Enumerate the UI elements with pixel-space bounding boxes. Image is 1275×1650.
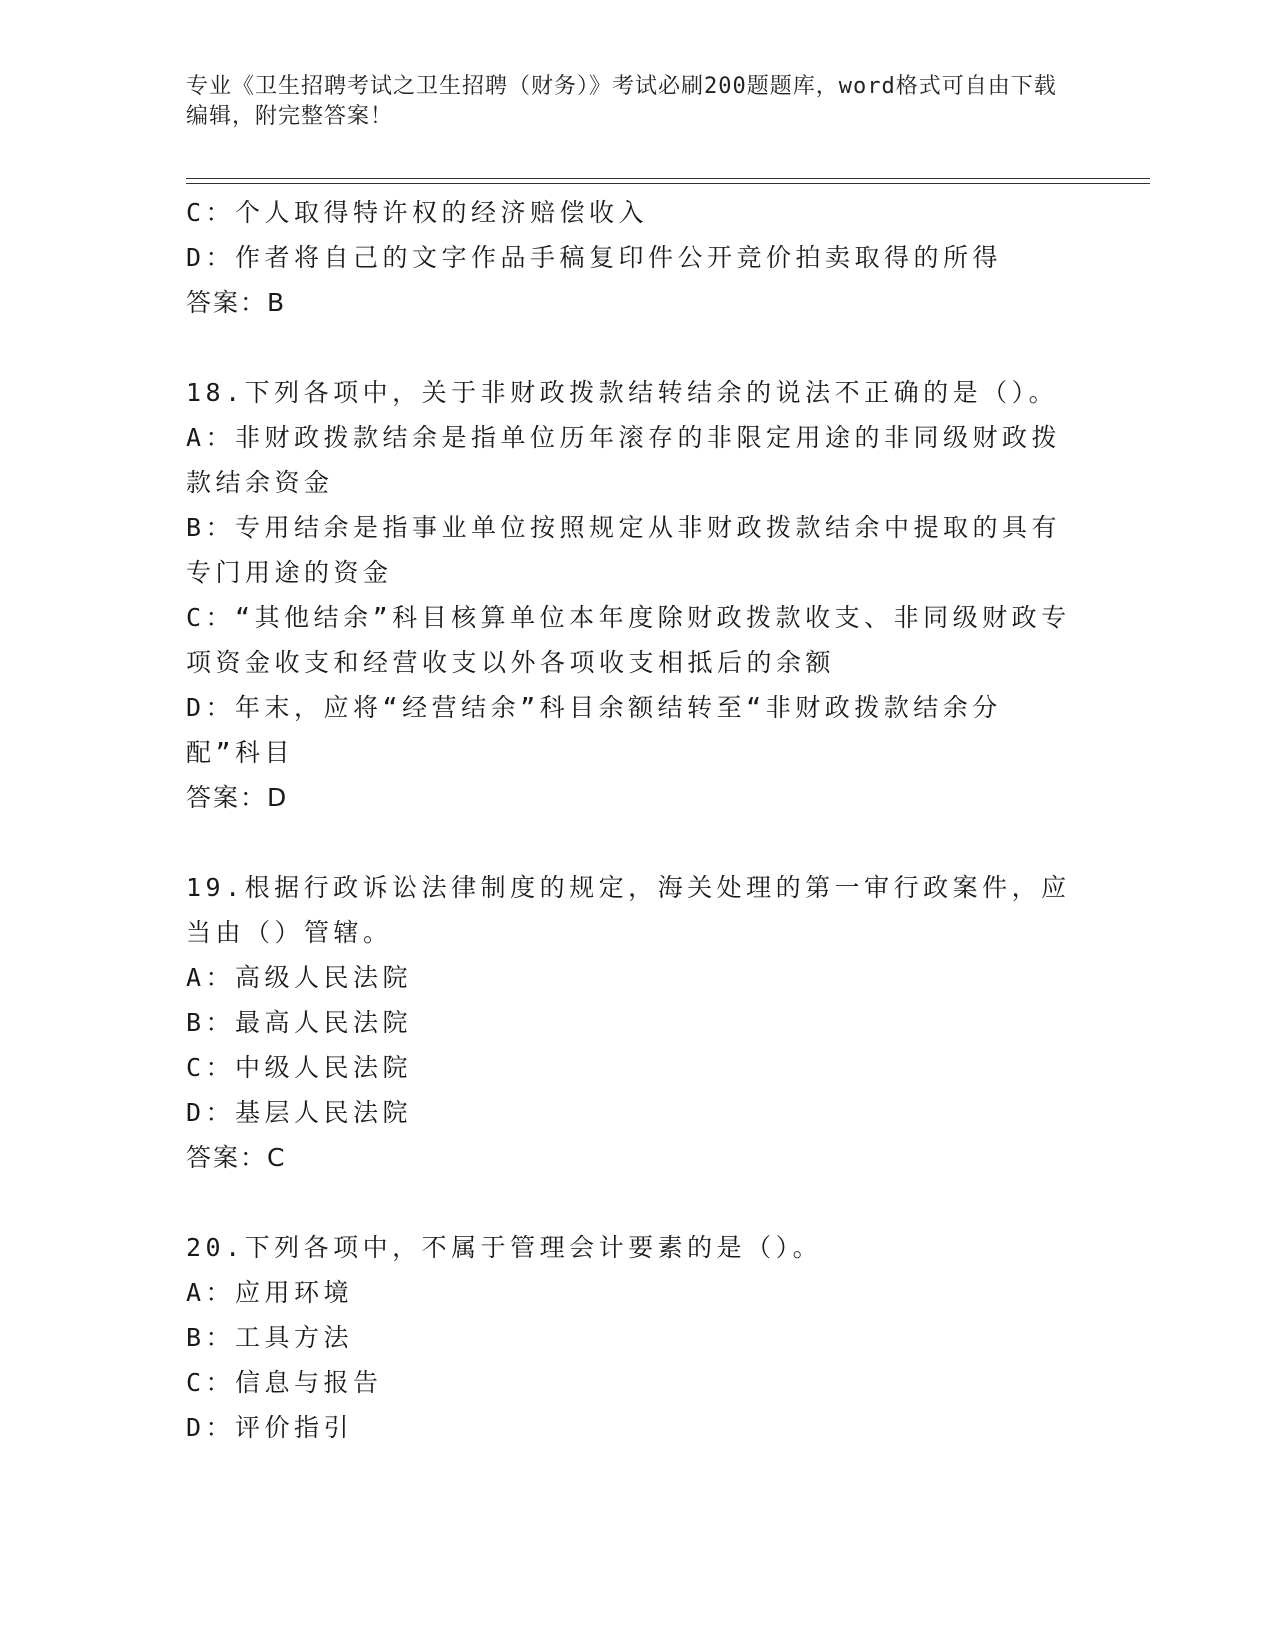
q20-option-b: B：工具方法 xyxy=(186,1323,354,1352)
q19-option-b: B：最高人民法院 xyxy=(186,1008,413,1037)
q19-option-c: C：中级人民法院 xyxy=(186,1053,413,1082)
q19-option-a: A：高级人民法院 xyxy=(186,963,413,992)
question-17 xyxy=(186,190,1076,325)
spacer xyxy=(186,1180,1076,1225)
q18-option-a: A：非财政拨款结余是指单位历年滚存的非限定用途的非同级财政拨款结余资金 xyxy=(186,423,1062,497)
q17-option-c: C：个人取得特许权的经济赔偿收入 xyxy=(186,198,649,227)
q17-answer: 答案：B xyxy=(186,288,287,317)
q19-option-d: D：基层人民法院 xyxy=(186,1098,413,1127)
question-18 xyxy=(186,370,1076,820)
q19-answer: 答案：C xyxy=(186,1143,287,1172)
q20-option-d: D：评价指引 xyxy=(186,1413,354,1442)
spacer xyxy=(186,820,1076,865)
q18-stem: 18.下列各项中，关于非财政拨款结转结余的说法不正确的是（）。 xyxy=(186,378,1059,407)
document-header: 专业《卫生招聘考试之卫生招聘（财务）》考试必刷200题题库，word格式可自由下载编辑，附完整答案！ xyxy=(186,74,1057,129)
q18-answer: 答案：D xyxy=(186,783,289,812)
question-content xyxy=(186,190,1076,1450)
q20-stem: 20.下列各项中，不属于管理会计要素的是（）。 xyxy=(186,1233,823,1262)
q19-stem: 19.根据行政诉讼法律制度的规定，海关处理的第一审行政案件，应当由（）管辖。 xyxy=(186,873,1071,947)
q20-option-a: A：应用环境 xyxy=(186,1278,354,1307)
q20-option-c: C：信息与报告 xyxy=(186,1368,383,1397)
header-divider-bottom xyxy=(186,183,1150,184)
spacer xyxy=(186,325,1076,370)
q18-option-d: D：年末，应将“经营结余”科目余额结转至“非财政拨款结余分配”科目 xyxy=(186,693,1002,767)
question-20 xyxy=(186,1225,1076,1450)
q17-option-d: D：作者将自己的文字作品手稿复印件公开竞价拍卖取得的所得 xyxy=(186,243,1003,272)
q18-option-b: B：专用结余是指事业单位按照规定从非财政拨款结余中提取的具有专门用途的资金 xyxy=(186,513,1062,587)
q18-option-c: C：“其他结余”科目核算单位本年度除财政拨款收支、非同级财政专项资金收支和经营收支以外各项收支相抵后的余额 xyxy=(186,603,1071,677)
header-divider-top xyxy=(186,178,1150,179)
question-19 xyxy=(186,865,1076,1180)
